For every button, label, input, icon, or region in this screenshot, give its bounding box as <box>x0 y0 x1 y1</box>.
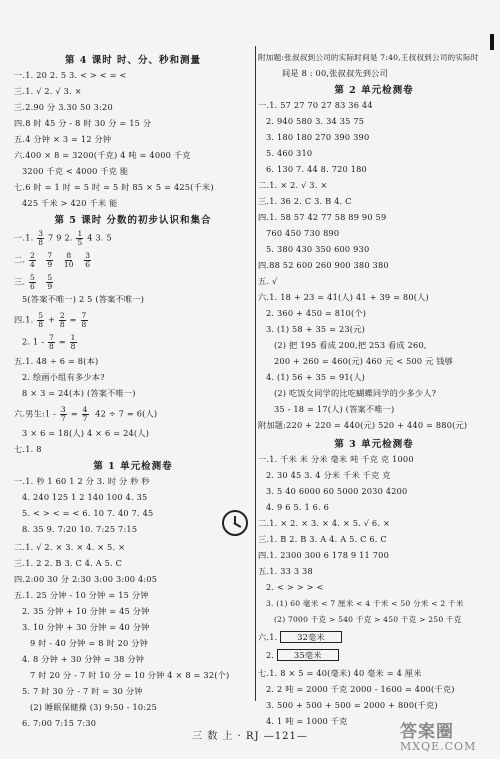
answer-line: 3. 5 40 6000 60 5000 2030 4200 <box>266 486 408 496</box>
answer-line: 四.88 52 600 260 900 380 380 <box>258 260 389 270</box>
section-heading-unit3-test: 第 3 单元检测卷 <box>334 439 414 450</box>
denominator: 9 <box>47 260 53 269</box>
answer-text: 4 3. 5 <box>87 232 112 243</box>
answer-line: 4. 9 6 5. 1 6. 6 <box>266 502 330 512</box>
answer-line: 六.400 × 8 = 3200(千克) 4 吨 = 4000 千克 <box>14 150 191 160</box>
answer-line: (2) 吃饭女同学的比吃蝴蝶同学的少多少人? <box>274 388 437 398</box>
answer-line: 2. 35 分钟 + 10 分钟 = 45 分钟 <box>22 606 150 616</box>
question-number: 四.1. <box>14 314 34 325</box>
numerator: 1 <box>77 229 83 238</box>
clock-icon <box>222 510 248 536</box>
denominator: 8 <box>81 320 87 329</box>
page-footer: 三 数 上 · RJ —121— <box>192 731 308 742</box>
answer-line: 3. (1) 58 + 35 = 23(元) <box>266 324 365 334</box>
answer-line: 五.1. 25 分钟 - 10 分钟 = 15 分钟 <box>14 590 149 600</box>
fraction <box>48 334 55 351</box>
answer-line: 四.1. 2300 300 6 178 9 11 700 <box>258 550 389 560</box>
answer-line: 3. 10 分钟 + 30 分钟 = 40 分钟 <box>22 622 150 632</box>
numerator: 1 <box>70 333 76 342</box>
answer-line: 8. 35 9. 7:20 10. 7:25 7:15 <box>22 524 138 534</box>
denominator: 6 <box>85 260 91 269</box>
answer-line: 三.1. 36 2. C 3. B 4. C <box>258 196 352 206</box>
numerator: 7 <box>81 311 87 320</box>
denominator: 8 <box>38 320 44 329</box>
numerator: 5 <box>38 311 44 320</box>
answer-line: 四.2:00 30 分 2:30 3:00 3:00 4:05 <box>14 574 158 584</box>
answer-line: 三.1. √ 2. √ 3. × <box>14 86 82 96</box>
denominator: 8 <box>59 320 65 329</box>
fraction <box>37 230 44 247</box>
answer-line: 间是 8 : 00,张叔叔先到公司 <box>282 68 388 78</box>
numerator: 5 <box>47 273 53 282</box>
denominator: 9 <box>47 282 53 291</box>
answer-line: 六.1. 18 + 23 = 41(人) 41 + 39 = 80(人) <box>258 292 429 302</box>
question-number: 六.1. <box>258 632 278 642</box>
denominator: 8 <box>49 342 54 351</box>
fraction <box>84 252 91 269</box>
fraction <box>46 252 53 269</box>
answer-line: 2. 30 45 3. 4 分米 千米 千克 克 <box>266 470 391 480</box>
line-segment-box: 35毫米 <box>277 649 339 661</box>
answer-line: 4. 1 吨 = 1000 千克 <box>266 716 348 726</box>
fraction-answer-line: 六.男生:1 - $\frac{3}{7}$ = $\frac{4}{7}$ 42 ÷ 7 = 6(人) <box>14 405 158 423</box>
numerator: 7 <box>49 333 54 342</box>
question-number: 一.1. <box>14 232 34 243</box>
answer-line: 3. 180 180 270 390 390 <box>266 132 370 142</box>
drawing-answer-line <box>258 632 342 643</box>
drawing-answer-line <box>266 650 339 661</box>
answer-line: 200 + 260 = 460(元) 460 元 < 500 元 钱够 <box>274 356 454 366</box>
answer-line: 2. 360 + 450 = 810(个) <box>266 308 367 318</box>
question-number: 二. <box>14 254 26 265</box>
answer-line: 四.1. 58 57 42 77 58 89 90 59 <box>258 212 387 222</box>
answer-line: 5. 380 430 350 600 930 <box>266 244 370 254</box>
answer-line: 2. < > > > < <box>266 582 324 592</box>
answer-line: 4. (1) 56 + 35 = 91(人) <box>266 372 365 382</box>
answer-line: 七.6 时 = 1 时 = 5 时 = 5 时 85 × 5 = 425(千米) <box>14 182 214 192</box>
numerator: 3 <box>85 251 91 260</box>
numerator: 4 <box>82 405 88 414</box>
denominator: 7 <box>60 414 66 423</box>
numerator: 7 <box>47 251 53 260</box>
answer-line: 二.1. × 2. × 3. × 4. × 5. √ 6. × <box>258 518 391 528</box>
answer-line: 一.1. 千米 米 分米 毫米 吨 千克 克 1000 <box>258 454 414 464</box>
numerator: 5 <box>30 273 35 282</box>
section-heading-lesson4: 第 4 课时 时、分、秒和测量 <box>64 55 202 66</box>
column-divider <box>255 46 256 701</box>
question-number: 三. <box>14 276 26 287</box>
denominator: 6 <box>30 282 35 291</box>
section-heading-unit2-test: 第 2 单元检测卷 <box>334 85 414 96</box>
answer-line: 2. 2 吨 = 2000 千克 2000 - 1600 = 400(千克) <box>266 684 455 694</box>
numerator: 2 <box>59 311 65 320</box>
fraction-answer-line: 四.1. $\frac{5}{8}$ + $\frac{2}{8}$ = $\frac{7}{8}$ <box>14 311 87 329</box>
fraction <box>76 230 83 247</box>
answer-line: 五.1. 48 ÷ 6 = 8(本) <box>14 356 99 366</box>
answer-text: 7 9 2. <box>48 232 73 243</box>
answer-line: 二.1. × 2. √ 3. × <box>258 180 328 190</box>
fraction <box>60 406 67 423</box>
numerator: 2 <box>30 251 35 260</box>
watermark-logo <box>400 717 492 753</box>
page-edge-mark <box>490 34 494 50</box>
answer-line: 七.1. 8 × 5 = 40(毫米) 40 毫米 = 4 厘米 <box>258 668 422 678</box>
fraction <box>29 274 36 291</box>
answer-line: 五. √ <box>258 276 278 286</box>
watermark-text: 答案圈 <box>400 722 454 742</box>
answer-text: 42 ÷ 7 = 6(人) <box>95 408 158 419</box>
answer-line: 5. 7 时 30 分 - 7 时 = 30 分钟 <box>22 686 143 696</box>
fraction <box>29 252 36 269</box>
fraction <box>64 252 74 269</box>
answer-line: 4. 240 125 1 2 140 100 4. 35 <box>22 492 148 502</box>
answer-line: 8 × 3 = 24(本) (答案不唯一) <box>22 388 136 398</box>
left-column <box>14 0 252 759</box>
answer-line: 一.1. 20 2. 5 3. < > < = < <box>14 70 127 80</box>
answer-line: 二.1. √ 2. × 3. × 4. × 5. × <box>14 542 126 552</box>
answer-line: 5. 460 310 <box>266 148 313 158</box>
numerator: 3 <box>60 405 66 414</box>
answer-line: 五.4 分钟 × 3 = 12 分钟 <box>14 134 112 144</box>
fraction <box>70 334 77 351</box>
fraction <box>46 274 53 291</box>
watermark-url: MXQE.COM <box>400 740 477 753</box>
fraction-answer-line: 2. 1 - $\frac{7}{8}$ = $\frac{1}{8}$ <box>22 333 76 351</box>
fraction <box>82 406 89 423</box>
answer-line: 6. 130 7. 44 8. 720 180 <box>266 164 367 174</box>
answer-line: 3. (1) 60 毫米 < 7 厘米 < 4 千米 < 50 分米 < 2 千米 <box>266 599 464 608</box>
section-heading-lesson5: 第 5 课时 分数的初步认识和集合 <box>54 215 212 226</box>
answer-line: 5(答案不唯一) 2 5 (答案不唯一) <box>22 294 145 304</box>
answer-line: 35 - 18 = 17(人) (答案不唯一) <box>274 404 395 414</box>
answer-line: (2) 睡眠保健操 (3) 9:50 - 10:25 <box>30 702 158 712</box>
question-number: 六.男生:1 - <box>14 408 57 419</box>
denominator: 4 <box>30 260 35 269</box>
answer-line: 附加题:220 + 220 = 440(元) 520 + 440 = 880(元) <box>258 420 468 430</box>
question-number: 2. <box>266 650 275 660</box>
denominator: 10 <box>63 260 74 269</box>
answer-line: 四.8 时 45 分 - 8 时 30 分 = 15 分 <box>14 118 152 128</box>
denominator: 5 <box>77 238 83 247</box>
right-column <box>258 0 490 759</box>
answer-line: (2) 7000 千克 > 540 千克 > 450 千克 > 250 千克 <box>274 615 462 624</box>
fraction <box>81 312 88 329</box>
answer-line: 七.1. 8 <box>14 444 42 454</box>
answer-line: 附加题:张叔叔到公司的实际时间是 7:40,王叔叔到公司的实际时 <box>258 53 479 62</box>
answer-line: 一.1. 57 27 70 27 83 36 44 <box>258 100 373 110</box>
numerator: 8 <box>66 251 72 260</box>
fraction <box>59 312 66 329</box>
answer-line: 6. 7:00 7:15 7:30 <box>22 718 97 728</box>
answer-line: 3 × 6 = 18(人) 4 × 6 = 24(人) <box>22 428 150 438</box>
denominator: 7 <box>82 414 88 423</box>
answer-line: 2. 绘画小组有多少本? <box>22 372 105 382</box>
answer-line: 2. 940 580 3. 34 35 75 <box>266 116 365 126</box>
line-segment-box: 32毫米 <box>280 631 342 643</box>
numerator: 3 <box>38 229 44 238</box>
answer-line: 4. 8 分钟 + 30 分钟 = 38 分钟 <box>22 654 145 664</box>
answer-line: 一.1. 秒 1 60 1 2 分 3. 时 分 秒 秒 <box>14 476 150 486</box>
fraction <box>37 312 44 329</box>
question-number: 2. 1 - <box>22 336 45 347</box>
answer-line: 三.1. B 2. B 3. A 4. A 5. C 6. C <box>258 534 387 544</box>
fraction-answer-line <box>14 252 92 269</box>
answer-line: 425 千米 > 420 千米 能 <box>22 198 118 208</box>
answer-line: 760 450 730 890 <box>266 228 340 238</box>
section-heading-unit1-test: 第 1 单元检测卷 <box>93 461 173 472</box>
fraction-answer-line <box>14 274 54 291</box>
answer-line: 三.2.90 分 3.30 50 3:20 <box>14 102 113 112</box>
answer-line: 三.1. 2 2. B 3. C 4. A 5. C <box>14 558 123 568</box>
answer-line: 3. 500 + 500 + 500 = 2000 + 800(千克) <box>266 700 438 710</box>
answer-line: 9 时 - 40 分钟 = 8 时 20 分钟 <box>30 638 149 648</box>
answer-line: (2) 把 195 看成 200,把 253 看成 260, <box>274 340 427 350</box>
denominator: 8 <box>70 342 76 351</box>
answer-line: 五.1. 33 3 38 <box>258 566 313 576</box>
answer-line: 7 时 20 分 - 7 时 10 分 = 10 分钟 4 × 8 = 32(个) <box>30 670 230 680</box>
answer-line: 5. < > < = < 6. 10 7. 40 7. 45 <box>22 508 154 518</box>
fraction-answer-line <box>14 230 112 247</box>
answer-line: 3200 千克 < 4000 千克 能 <box>22 166 129 176</box>
denominator: 8 <box>38 238 44 247</box>
